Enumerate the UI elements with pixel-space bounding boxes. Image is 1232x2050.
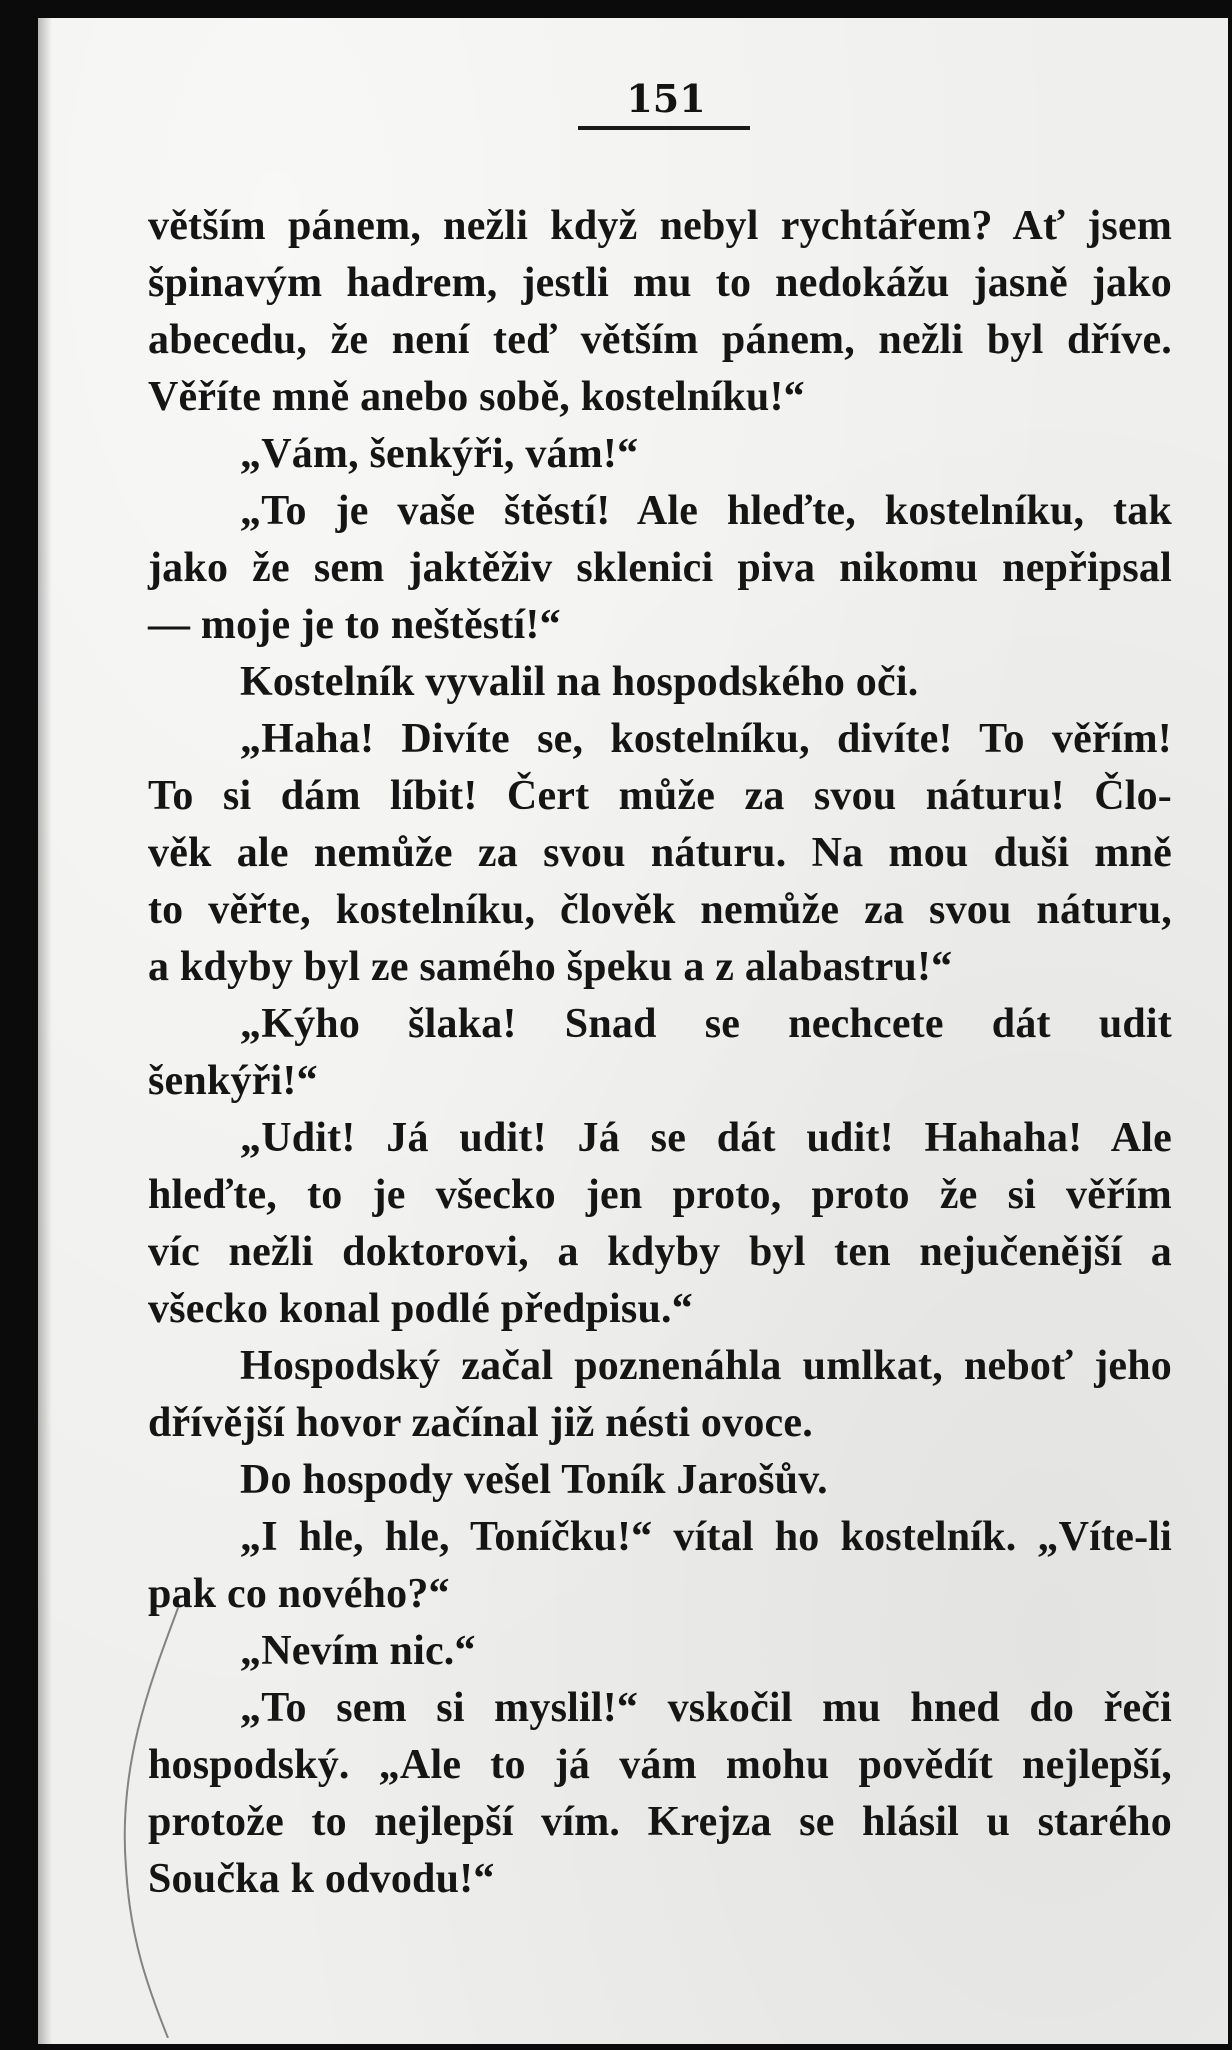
text-line: jako že sem jaktěživ sklenici piva nikomu nepřipsal bbox=[148, 545, 1172, 591]
text-line: Do hospody vešel Toník Jarošův. bbox=[240, 1457, 828, 1503]
text-line: hospodský. „Ale to já vám mohu povědít nejlepší, bbox=[148, 1742, 1172, 1788]
text-line: „I hle, hle, Toníčku!“ vítal ho kostelník. „Víte-li bbox=[240, 1514, 1172, 1560]
text-line: pak co nového?“ bbox=[148, 1571, 450, 1617]
text-line: „Kýho šlaka! Snad se nechcete dát udit bbox=[240, 1001, 1172, 1047]
text-line: „Haha! Divíte se, kostelníku, divíte! To věřím! bbox=[240, 716, 1172, 762]
text-line: „Udit! Já udit! Já se dát udit! Hahaha! Ale bbox=[240, 1115, 1172, 1161]
text-line: „Vám, šenkýři, vám!“ bbox=[240, 431, 639, 477]
text-line: šenkýři!“ bbox=[148, 1058, 318, 1104]
text-line: „To je vaše štěstí! Ale hleďte, kostelníku, tak bbox=[240, 488, 1172, 534]
text-line: a kdyby byl ze samého špeku a z alabastru!“ bbox=[148, 944, 953, 990]
body-text bbox=[148, 198, 1172, 1908]
text-line: dřívější hovor začínal již nésti ovoce. bbox=[148, 1400, 813, 1446]
text-line: hleďte, to je všecko jen proto, proto že si věřím bbox=[148, 1172, 1172, 1218]
text-line: Součka k odvodu!“ bbox=[148, 1856, 495, 1902]
text-line: abecedu, že není teď větším pánem, nežli byl dříve. bbox=[148, 317, 1172, 363]
text-line: to věřte, kostelníku, člověk nemůže za svou náturu, bbox=[148, 887, 1172, 933]
paper-crease-mark bbox=[108, 1608, 188, 2038]
text-line: větším pánem, nežli když nebyl rychtářem? Ať jsem bbox=[148, 203, 1172, 249]
text-line: víc nežli doktorovi, a kdyby byl ten nejučenější a bbox=[148, 1229, 1172, 1275]
text-line: „Nevím nic.“ bbox=[240, 1628, 476, 1674]
book-page bbox=[38, 18, 1228, 2044]
page-number-rule bbox=[578, 126, 750, 130]
text-line: protože to nejlepší vím. Krejza se hlásil u starého bbox=[148, 1799, 1172, 1845]
page-edge-shadow bbox=[38, 18, 52, 2044]
text-line: Věříte mně anebo sobě, kostelníku!“ bbox=[148, 374, 805, 420]
text-line: špinavým hadrem, jestli mu to nedokážu jasně jako bbox=[148, 260, 1172, 306]
text-line: To si dám líbit! Čert může za svou náturu! Člo- bbox=[148, 773, 1172, 819]
text-line: „To sem si myslil!“ vskočil mu hned do řeči bbox=[240, 1685, 1172, 1731]
page-number: 151 bbox=[626, 76, 706, 121]
text-line: věk ale nemůže za svou náturu. Na mou duši mně bbox=[148, 830, 1172, 876]
text-line: Kostelník vyvalil na hospodského oči. bbox=[240, 659, 919, 705]
text-line: všecko konal podlé předpisu.“ bbox=[148, 1286, 693, 1332]
text-line: Hospodský začal poznenáhla umlkat, neboť jeho bbox=[240, 1343, 1172, 1389]
text-line: — moje je to neštěstí!“ bbox=[148, 602, 561, 648]
